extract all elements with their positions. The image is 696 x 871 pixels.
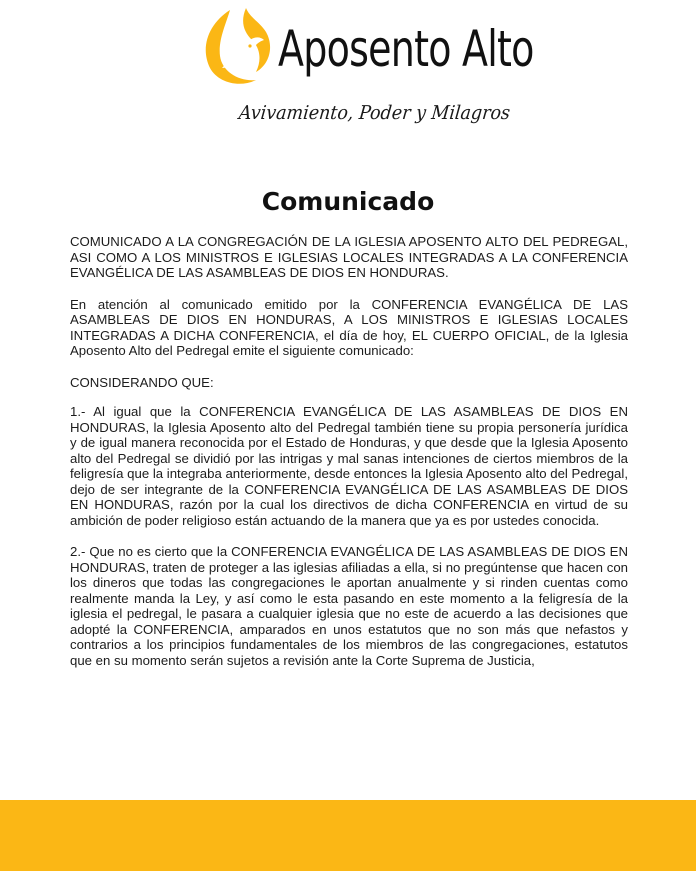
paragraph-point-2: 2.- Que no es cierto que la CONFERENCIA EVANGÉLICA DE LAS ASAMBLEAS DE DIOS EN HONDURAS, traten de proteger a las iglesias afiliadas a ella, si no pregúntense que hacen con los dineros que todas las congregaciones le aportan anualmente y si rinden cuentas como realmente manda la Ley, y así como le esta pasando en este momento a la feligresía de la iglesia el pedregal, le pasara a cualquier iglesia que no este de acuerdo a las decisiones que adopté la CONFERENCIA, amparados en unos estatutos que no son más que nefastos y contrarios a los principios fundamentales de los miembros de las congregaciones, estatutos que en su momento serán sujetos a revisión ante la Corte Suprema de Justicia,	[70, 544, 628, 668]
document-body	[70, 234, 628, 684]
dove-flame-icon	[200, 6, 276, 88]
page-title: Comunicado	[261, 186, 435, 216]
brand-name: Aposento Alto	[278, 20, 534, 78]
paragraph-considerando: CONSIDERANDO QUE:	[70, 374, 214, 390]
footer-band	[0, 800, 696, 871]
paragraph-point-1: 1.- Al igual que la CONFERENCIA EVANGÉLICA DE LAS ASAMBLEAS DE DIOS EN HONDURAS, la Iglesia Aposento alto del Pedregal también tiene su propia personería jurídica y de igual manera reconocida por el Estado de Honduras, y que desde que la Iglesia Aposento alto del Pedregal se dividió por las intrigas y mal sanas intenciones de ciertos miembros de la feligresía que la integraba anteriormente, desde entonces la Iglesia Aposento alto del Pedregal, dejo de ser integrante de la CONFERENCIA EVANGÉLICA DE LAS ASAMBLEAS DE DIOS EN HONDURAS, razón por la cual los directivos de dicha CONFERENCIA en virtud de su ambición de poder religioso están actuando de la manera que ya es por ustedes conocida.	[70, 404, 628, 528]
paragraph-intro: COMUNICADO A LA CONGREGACIÓN DE LA IGLESIA APOSENTO ALTO DEL PEDREGAL, ASI COMO A LOS MINISTROS E IGLESIAS LOCALES INTEGRADAS A LA CONFERENCIA EVANGÉLICA DE LAS ASAMBLEAS DE DIOS EN HONDURAS.	[70, 234, 628, 280]
tagline: Avivamiento, Poder y Milagros	[237, 102, 512, 124]
logo	[0, 0, 696, 150]
paragraph-attention: En atención al comunicado emitido por la CONFERENCIA EVANGÉLICA DE LAS ASAMBLEAS DE DIOS EN HONDURAS, A LOS MINISTROS E IGLESIAS LOCALES INTEGRADAS A DICHA CONFERENCIA, el día de hoy, EL CUERPO OFICIAL, de la Iglesia Aposento Alto del Pedregal emite el siguiente comunicado:	[70, 296, 628, 358]
